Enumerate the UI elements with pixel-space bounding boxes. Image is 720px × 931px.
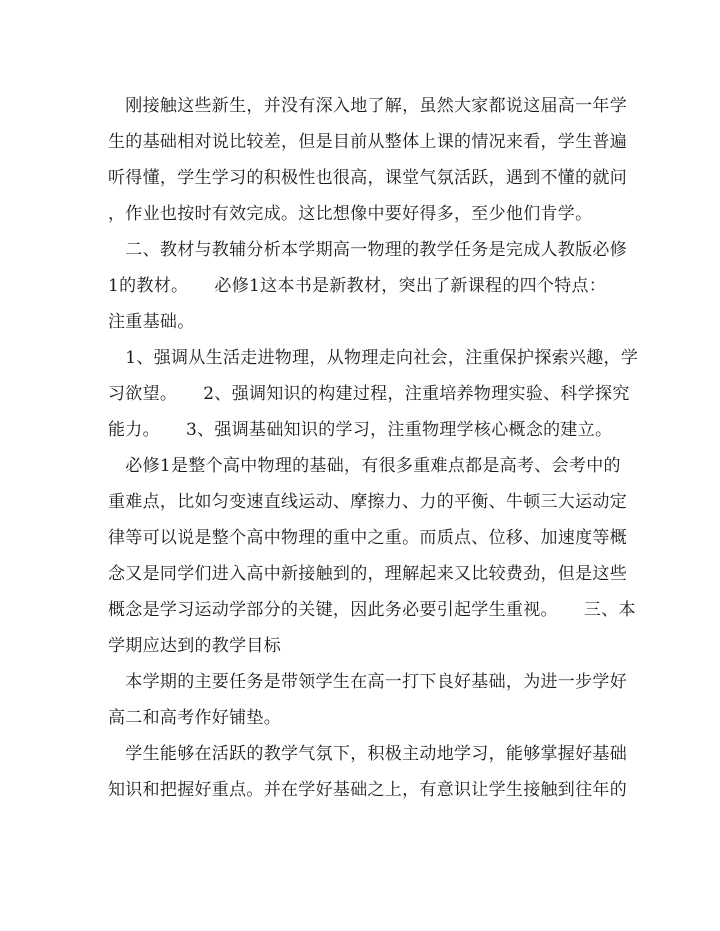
section-heading-line: 学期应达到的教学目标 (108, 636, 281, 656)
text-line: 听得懂，学生学习的积极性也很高，课堂气氛活跃，遇到不懂的就问 (108, 168, 627, 188)
text-line: 本学期的主要任务是带领学生在高一打下良好基础，为进一步学好 (108, 672, 627, 692)
text-line: 概念是学习运动学部分的关键，因此务必要引起学生重视。 三、本 (108, 600, 636, 620)
text-line: 高二和高考作好铺垫。 (108, 708, 281, 728)
text-line: 能力。 3、强调基础知识的学习，注重物理学核心概念的建立。 (108, 420, 613, 440)
section-heading-line: 二、教材与教辅分析本学期高一物理的教学任务是完成人教版必修 (108, 240, 627, 260)
text-line: 注重基础。 (108, 312, 195, 332)
text-line: 刚接触这些新生，并没有深入地了解，虽然大家都说这届高一年学 (108, 96, 627, 116)
text-line: 律等可以说是整个高中物理的重中之重。而质点、位移、加速度等概 (108, 528, 627, 548)
text-line: 知识和把握好重点。并在学好基础之上，有意识让学生接触到往年的 (108, 780, 627, 800)
text-line: 生的基础相对说比较差，但是目前从整体上课的情况来看，学生普遍 (108, 132, 627, 152)
text-line: 1的教材。 必修1这本书是新教材，突出了新课程的四个特点： (108, 276, 607, 296)
text-line: 1、强调从生活走进物理，从物理走向社会，注重保护探索兴趣，学 (108, 348, 639, 368)
text-line: ，作业也按时有效完成。这比想像中要好得多，至少他们肯学。 (108, 204, 593, 224)
text-line: 重难点，比如匀变速直线运动、摩擦力、力的平衡、牛顿三大运动定 (108, 492, 627, 512)
text-line: 念又是同学们进入高中新接触到的，理解起来又比较费劲，但是这些 (108, 564, 627, 584)
text-line: 必修1是整个高中物理的基础，有很多重难点都是高考、会考中的 (108, 456, 621, 476)
text-line: 学生能够在活跃的教学气氛下，积极主动地学习，能够掌握好基础 (108, 744, 627, 764)
text-line: 习欲望。 2、强调知识的构建过程，注重培养物理实验、科学探究 (108, 384, 630, 404)
